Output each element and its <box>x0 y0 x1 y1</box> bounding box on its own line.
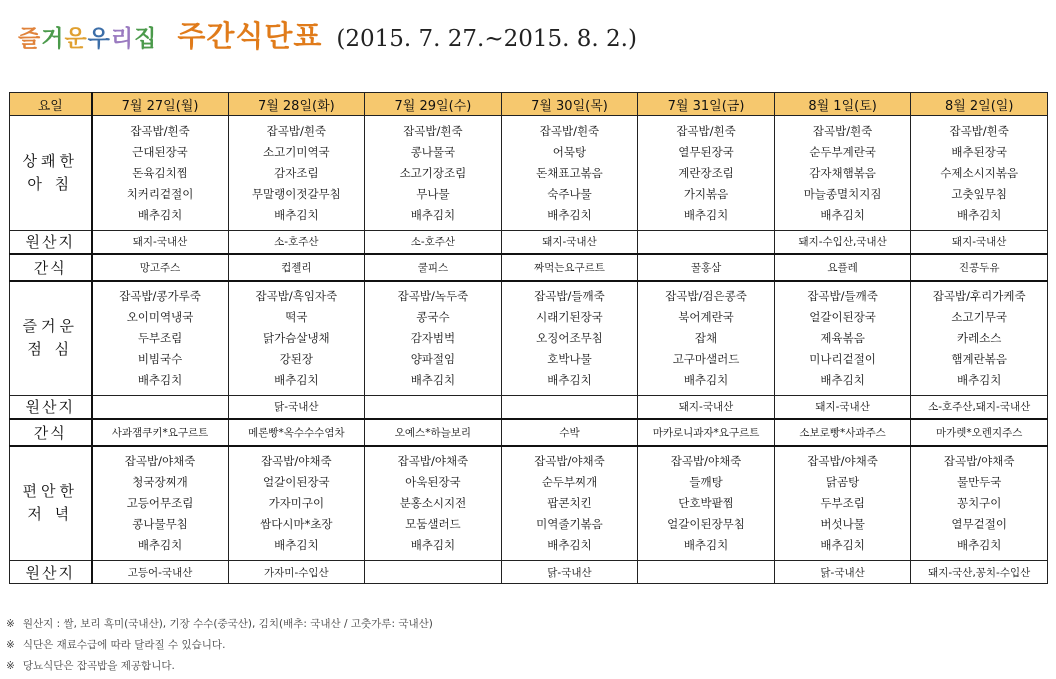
menu-item: 두부조림 <box>137 330 183 345</box>
footnotes <box>6 614 433 677</box>
menu-item: 감자채햄볶음 <box>809 165 876 180</box>
row-cell: 돼지-국내산 <box>774 396 911 419</box>
menu-item: 잡곡밥/야채죽 <box>261 453 332 468</box>
menu-item: 어묵탕 <box>552 144 587 159</box>
menu-item: 잡곡밥/흰죽 <box>676 123 736 138</box>
logo-char: 집 <box>134 26 158 52</box>
menu-item: 배추김치 <box>683 372 729 387</box>
row-cell: 소-호주산 <box>365 231 502 254</box>
meal-cell <box>92 446 229 561</box>
snack-row <box>10 419 1048 446</box>
row-cell: 가자미-수입산 <box>228 561 365 584</box>
logo-char: 즐 <box>18 26 42 52</box>
menu-item: 배추김치 <box>410 537 456 552</box>
menu-item: 배추김치 <box>956 207 1002 222</box>
day-header: 7월 29일(수) <box>365 93 502 116</box>
meal-cell <box>911 281 1048 396</box>
menu-item: 양파절임 <box>410 351 456 366</box>
menu-item: 카레소스 <box>956 330 1002 345</box>
row-cell: 사과잼쿠키*요구르트 <box>92 419 229 446</box>
menu-item: 배추김치 <box>547 372 592 387</box>
menu-item: 순두부계란국 <box>809 144 876 159</box>
row-label: 원산지 <box>10 396 92 419</box>
meal-cell <box>365 446 502 561</box>
row-cell: 망고주스 <box>92 254 229 281</box>
menu-item: 잡곡밥/흑임자죽 <box>255 288 338 303</box>
row-label: 원산지 <box>10 231 92 254</box>
meal-label: 상쾌한 아 침 <box>10 116 92 231</box>
menu-item: 잡곡밥/흰죽 <box>403 123 463 138</box>
menu-item: 잡곡밥/야채죽 <box>124 453 196 468</box>
menu-item: 가자미구이 <box>268 495 325 510</box>
dinner-origin-row <box>10 561 1048 584</box>
menu-item: 배추김치 <box>547 207 592 222</box>
meal-cell <box>911 446 1048 561</box>
menu-item: 배추김치 <box>274 207 319 222</box>
menu-item: 소고기무국 <box>951 309 1007 324</box>
row-cell: 닭-국내산 <box>774 561 911 584</box>
meal-label: 편안한 저 녁 <box>10 446 92 561</box>
row-cell: 수박 <box>501 419 638 446</box>
menu-item: 팝콘치킨 <box>547 495 592 510</box>
menu-item: 아욱된장국 <box>405 474 461 489</box>
day-header: 7월 31일(금) <box>638 93 775 116</box>
meal-cell <box>501 116 638 231</box>
menu-item: 잡곡밥/콩가루죽 <box>119 288 201 303</box>
meal-cell <box>92 281 229 396</box>
menu-item: 잡곡밥/들깨죽 <box>807 288 878 303</box>
lunch-origin-row <box>10 396 1048 419</box>
meal-cell <box>365 281 502 396</box>
page-title: 주간식단표 <box>177 19 323 53</box>
menu-item: 제육볶음 <box>820 330 865 345</box>
menu-item: 계란장조림 <box>678 165 734 180</box>
menu-item: 배추김치 <box>137 537 183 552</box>
menu-item: 배추김치 <box>547 537 592 552</box>
menu-item: 배추김치 <box>683 537 729 552</box>
menu-item: 숙주나물 <box>547 186 592 201</box>
row-cell: 닭-국내산 <box>501 561 638 584</box>
row-cell: 소보로빵*사과주스 <box>774 419 911 446</box>
menu-item: 호박나물 <box>547 351 592 366</box>
menu-item: 떡국 <box>285 309 308 324</box>
menu-item: 버섯나물 <box>820 516 865 531</box>
menu-item: 얼갈이된장무침 <box>667 516 745 531</box>
menu-item: 잡곡밥/검은콩죽 <box>665 288 747 303</box>
menu-item: 소고기장조림 <box>399 165 467 180</box>
day-header: 7월 28일(화) <box>228 93 365 116</box>
row-cell: 마카로니과자*요구르트 <box>638 419 775 446</box>
menu-item: 닭곰탕 <box>825 474 860 489</box>
menu-item: 배추김치 <box>137 207 183 222</box>
row-label: 원산지 <box>10 561 92 584</box>
lunch-row <box>10 281 1048 396</box>
menu-item: 햄계란볶음 <box>951 351 1007 366</box>
menu-item: 잡곡밥/흰죽 <box>130 123 190 138</box>
row-cell: 진콩두유 <box>911 254 1048 281</box>
menu-item: 배추김치 <box>956 537 1002 552</box>
menu-item: 물만두국 <box>956 474 1002 489</box>
menu-item: 청국장찌개 <box>132 474 188 489</box>
row-cell: 고등어-국내산 <box>92 561 229 584</box>
row-cell: 돼지-국내산 <box>911 231 1048 254</box>
weekly-menu-table <box>9 92 1048 584</box>
row-cell: 돼지-수입산,국내산 <box>774 231 911 254</box>
meal-cell <box>501 446 638 561</box>
row-cell: 꿀홍삼 <box>638 254 775 281</box>
row-cell: 짜먹는요구르트 <box>501 254 638 281</box>
menu-item: 고등어무조림 <box>126 495 194 510</box>
menu-item: 얼갈이된장국 <box>809 309 876 324</box>
logo-char: 거 <box>41 26 65 52</box>
menu-item: 돈육김치찜 <box>132 165 188 180</box>
breakfast-origin-row <box>10 231 1048 254</box>
meal-cell <box>638 281 775 396</box>
page-header <box>18 14 637 54</box>
menu-item: 잡곡밥/야채죽 <box>807 453 878 468</box>
menu-item: 모둠샐러드 <box>405 516 461 531</box>
day-column-label: 요일 <box>10 93 92 116</box>
footnote: ※ 식단은 재료수급에 따라 달라질 수 있습니다. <box>6 639 226 651</box>
menu-item: 배추김치 <box>820 537 865 552</box>
day-header: 7월 27일(월) <box>92 93 229 116</box>
menu-item: 콩나물무침 <box>132 516 188 531</box>
menu-item: 잡곡밥/흰죽 <box>266 123 327 138</box>
menu-item: 치커리겉절이 <box>126 186 194 201</box>
row-cell <box>638 561 775 584</box>
menu-item: 가지볶음 <box>683 186 729 201</box>
menu-item: 소고기미역국 <box>263 144 330 159</box>
row-cell: 소-호주산 <box>228 231 365 254</box>
menu-item: 꽁치구이 <box>956 495 1002 510</box>
menu-item: 오징어조무침 <box>536 330 603 345</box>
menu-item: 배추김치 <box>274 537 319 552</box>
menu-item: 배추김치 <box>410 207 456 222</box>
menu-item: 고구마샐러드 <box>672 351 740 366</box>
meal-cell <box>92 116 229 231</box>
menu-item: 배추된장국 <box>951 144 1007 159</box>
menu-item: 비빔국수 <box>137 351 183 366</box>
row-cell: 돼지-국내산 <box>501 231 638 254</box>
menu-item: 닭가슴살냉채 <box>263 330 330 345</box>
menu-item: 배추김치 <box>410 372 456 387</box>
row-cell: 쿨피스 <box>365 254 502 281</box>
footnote: ※ 원산지 : 쌀, 보리 흑미(국내산), 기장 수수(중국산), 김치(배추: 국내산 / 고춧가루: 국내산) <box>6 618 433 630</box>
menu-item: 돈채표고볶음 <box>536 165 603 180</box>
row-cell <box>501 396 638 419</box>
menu-item: 감자조림 <box>274 165 319 180</box>
meal-cell <box>638 116 775 231</box>
row-label: 간식 <box>10 419 92 446</box>
row-label: 간식 <box>10 254 92 281</box>
brand-logo <box>18 20 157 53</box>
menu-item: 미나리겉절이 <box>809 351 876 366</box>
menu-item: 배추김치 <box>956 372 1002 387</box>
menu-item: 잡곡밥/들깨죽 <box>534 288 605 303</box>
day-header: 8월 2일(일) <box>911 93 1048 116</box>
menu-item: 배추김치 <box>820 372 865 387</box>
menu-item: 들깨탕 <box>689 474 723 489</box>
menu-item: 잡곡밥/야채죽 <box>397 453 469 468</box>
meal-cell <box>501 281 638 396</box>
menu-item: 얼갈이된장국 <box>263 474 330 489</box>
menu-item: 무나물 <box>416 186 450 201</box>
menu-item: 콩국수 <box>416 309 450 324</box>
meal-cell <box>911 116 1048 231</box>
menu-item: 두부조림 <box>820 495 865 510</box>
menu-item: 잡곡밥/야채죽 <box>670 453 742 468</box>
meal-label: 즐거운 점 심 <box>10 281 92 396</box>
menu-item: 잡채 <box>694 330 718 345</box>
meal-cell <box>638 446 775 561</box>
meal-cell <box>228 281 365 396</box>
row-cell <box>365 396 502 419</box>
row-cell <box>92 396 229 419</box>
menu-item: 잡곡밥/흰죽 <box>812 123 873 138</box>
menu-item: 시래기된장국 <box>536 309 603 324</box>
row-cell: 오예스*하늘보리 <box>365 419 502 446</box>
menu-item: 감자범벅 <box>410 330 456 345</box>
row-cell: 돼지-국산,꽁치-수입산 <box>911 561 1048 584</box>
day-header: 8월 1일(토) <box>774 93 911 116</box>
menu-item: 미역줄기볶음 <box>536 516 603 531</box>
menu-item: 마늘종멸치지짐 <box>803 186 882 201</box>
menu-item: 오이미역냉국 <box>126 309 194 324</box>
meal-cell <box>228 116 365 231</box>
menu-item: 분홍소시지전 <box>399 495 467 510</box>
menu-item: 잡곡밥/흰죽 <box>539 123 600 138</box>
menu-item: 무말랭이젓갈무침 <box>251 186 341 201</box>
row-cell: 돼지-국내산 <box>638 396 775 419</box>
menu-item: 콩나물국 <box>410 144 456 159</box>
menu-item: 강된장 <box>279 351 313 366</box>
row-cell: 마가렛*오렌지주스 <box>911 419 1048 446</box>
snack-row <box>10 254 1048 281</box>
menu-item: 근대된장국 <box>132 144 188 159</box>
dinner-row <box>10 446 1048 561</box>
meal-cell <box>774 281 911 396</box>
menu-item: 고춧잎무침 <box>951 186 1007 201</box>
logo-char: 운 <box>64 26 88 52</box>
menu-item: 쌈다시마*초장 <box>260 516 333 531</box>
meal-cell <box>774 446 911 561</box>
row-cell: 닭-국내산 <box>228 396 365 419</box>
menu-item: 배추김치 <box>137 372 183 387</box>
row-cell: 돼지-국내산 <box>92 231 229 254</box>
row-cell: 요플레 <box>774 254 911 281</box>
menu-item: 잡곡밥/흰죽 <box>949 123 1009 138</box>
row-cell: 메론빵*옥수수수염차 <box>228 419 365 446</box>
menu-item: 잡곡밥/녹두죽 <box>397 288 469 303</box>
breakfast-row <box>10 116 1048 231</box>
menu-item: 단호박팥찜 <box>678 495 734 510</box>
footnote: ※ 당뇨식단은 잡곡밥을 제공합니다. <box>6 660 175 672</box>
meal-cell <box>365 116 502 231</box>
menu-item: 열무된장국 <box>678 144 734 159</box>
menu-item: 잡곡밥/야채죽 <box>534 453 605 468</box>
day-header: 7월 30일(목) <box>501 93 638 116</box>
menu-item: 열무겉절이 <box>951 516 1007 531</box>
menu-item: 북어계란국 <box>678 309 734 324</box>
logo-char: 리 <box>110 26 135 52</box>
date-range: (2015. 7. 27.~2015. 8. 2.) <box>336 26 637 52</box>
day-header-row <box>10 93 1048 116</box>
meal-cell <box>774 116 911 231</box>
row-cell <box>365 561 502 584</box>
row-cell: 소-호주산,돼지-국내산 <box>911 396 1048 419</box>
row-cell: 컵젤리 <box>228 254 365 281</box>
menu-item: 잡곡밥/후리가케죽 <box>932 288 1026 303</box>
logo-char: 우 <box>87 26 111 52</box>
menu-item: 잡곡밥/야채죽 <box>943 453 1015 468</box>
menu-item: 배추김치 <box>820 207 865 222</box>
menu-item: 배추김치 <box>683 207 729 222</box>
menu-item: 배추김치 <box>274 372 319 387</box>
row-cell <box>638 231 775 254</box>
meal-cell <box>228 446 365 561</box>
menu-item: 수제소시지볶음 <box>940 165 1019 180</box>
menu-item: 순두부찌개 <box>541 474 598 489</box>
